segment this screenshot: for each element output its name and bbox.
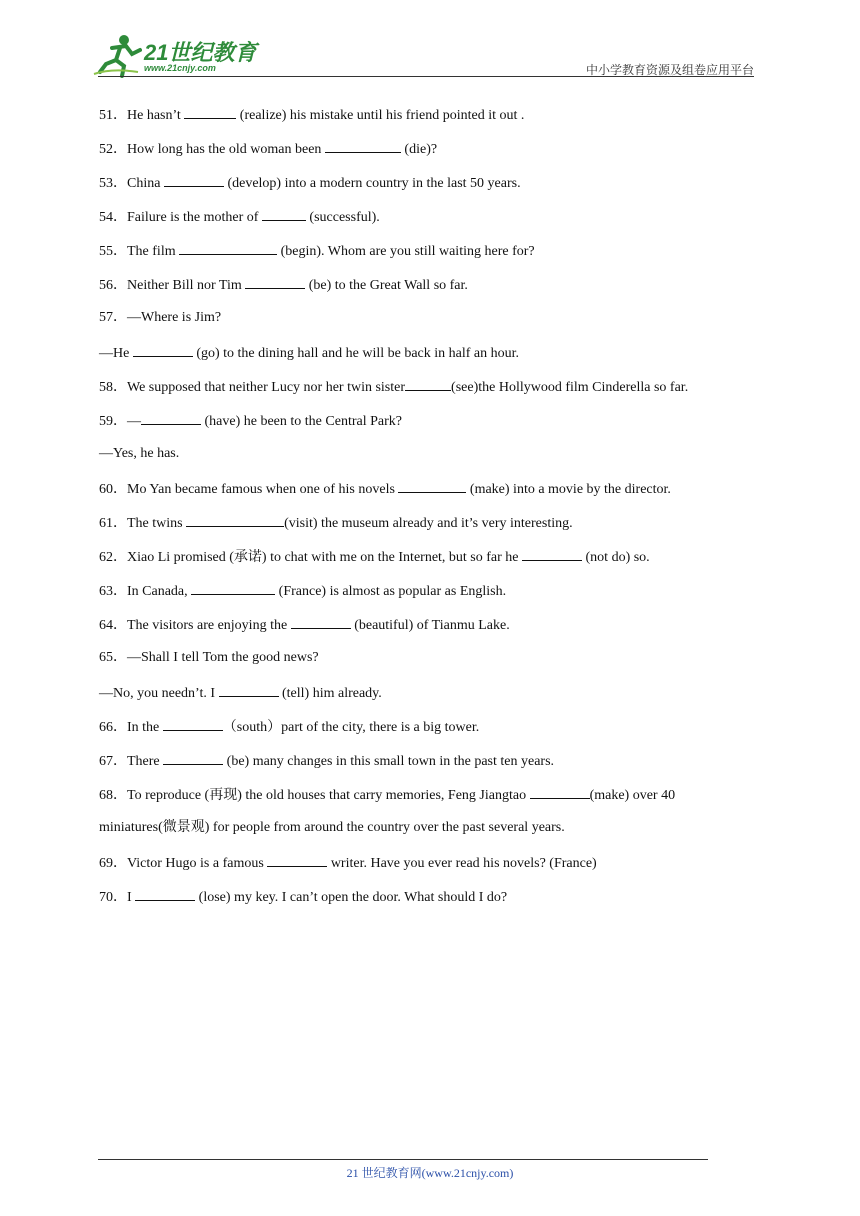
runner-logo-icon bbox=[92, 34, 142, 78]
answer-blank[interactable] bbox=[267, 852, 327, 867]
footer-divider bbox=[98, 1159, 708, 1160]
answer-blank[interactable] bbox=[186, 512, 284, 527]
answer-blank[interactable] bbox=[262, 206, 306, 221]
answer-blank[interactable] bbox=[405, 376, 451, 391]
answer-blank[interactable] bbox=[191, 580, 275, 595]
page-header bbox=[0, 0, 860, 80]
question-59-answer-line: —Yes, he has. bbox=[99, 446, 180, 461]
question-53: 53．China (develop) into a modern country in the last 50 years. bbox=[99, 172, 521, 194]
answer-blank[interactable] bbox=[325, 138, 401, 153]
question-68: 68．To reproduce (再现) the old houses that carry memories, Feng Jiangtao (make) over 40 bbox=[99, 784, 675, 806]
question-61: 61．The twins (visit) the museum already and it’s very interesting. bbox=[99, 512, 573, 534]
question-56: 56．Neither Bill nor Tim (be) to the Great Wall so far. bbox=[99, 274, 468, 296]
logo-url: www.21cnjy.com bbox=[144, 63, 216, 73]
question-58: 58．We supposed that neither Lucy nor her twin sister (see)the Hollywood film Cinderella so far. bbox=[99, 376, 688, 398]
platform-tagline: 中小学教育资源及组卷应用平台 bbox=[585, 63, 754, 77]
question-54: 54．Failure is the mother of (successful). bbox=[99, 206, 380, 228]
question-52: 52．How long has the old woman been (die)? bbox=[99, 138, 437, 160]
question-65: 65．—Shall I tell Tom the good news? bbox=[99, 650, 319, 665]
logo-text: 21世纪教育 bbox=[144, 40, 257, 65]
question-67: 67．There (be) many changes in this small town in the past ten years. bbox=[99, 750, 554, 772]
question-51: 51．He hasn’t (realize) his mistake until his friend pointed it out . bbox=[99, 104, 524, 126]
question-70: 70．I (lose) my key. I can’t open the door. What should I do? bbox=[99, 886, 507, 908]
answer-blank[interactable] bbox=[184, 104, 236, 119]
answer-blank[interactable] bbox=[522, 546, 582, 561]
question-68-continuation: miniatures(微景观) for people from around the country over the past several years. bbox=[99, 820, 565, 835]
answer-blank[interactable] bbox=[133, 342, 193, 357]
answer-blank[interactable] bbox=[530, 784, 590, 799]
answer-blank[interactable] bbox=[163, 750, 223, 765]
answer-blank[interactable] bbox=[245, 274, 305, 289]
question-69: 69．Victor Hugo is a famous writer. Have you ever read his novels? (France) bbox=[99, 852, 597, 874]
question-66: 66．In the （south）part of the city, there is a big tower. bbox=[99, 716, 479, 738]
footer-link[interactable]: 21 世纪教育网(www.21cnjy.com) bbox=[346, 1166, 514, 1180]
question-57: 57．—Where is Jim? bbox=[99, 310, 222, 325]
question-55: 55．The film (begin). Whom are you still waiting here for? bbox=[99, 240, 535, 262]
question-59: 59．— (have) he been to the Central Park? bbox=[99, 410, 402, 432]
header-divider bbox=[98, 76, 754, 77]
question-60: 60．Mo Yan became famous when one of his novels (make) into a movie by the director. bbox=[99, 478, 671, 500]
site-logo[interactable] bbox=[92, 34, 262, 78]
question-65-answer-line: —No, you needn’t. I (tell) him already. bbox=[99, 682, 382, 704]
question-64: 64．The visitors are enjoying the (beautiful) of Tianmu Lake. bbox=[99, 614, 510, 636]
answer-blank[interactable] bbox=[179, 240, 277, 255]
answer-blank[interactable] bbox=[163, 716, 223, 731]
answer-blank[interactable] bbox=[164, 172, 224, 187]
answer-blank[interactable] bbox=[291, 614, 351, 629]
question-62: 62．Xiao Li promised (承诺) to chat with me on the Internet, but so far he (not do) so. bbox=[99, 546, 650, 568]
answer-blank[interactable] bbox=[219, 682, 279, 697]
answer-blank[interactable] bbox=[135, 886, 195, 901]
answer-blank[interactable] bbox=[141, 410, 201, 425]
answer-blank[interactable] bbox=[398, 478, 466, 493]
question-57-answer-line: —He (go) to the dining hall and he will be back in half an hour. bbox=[99, 342, 519, 364]
question-63: 63．In Canada, (France) is almost as popular as English. bbox=[99, 580, 506, 602]
